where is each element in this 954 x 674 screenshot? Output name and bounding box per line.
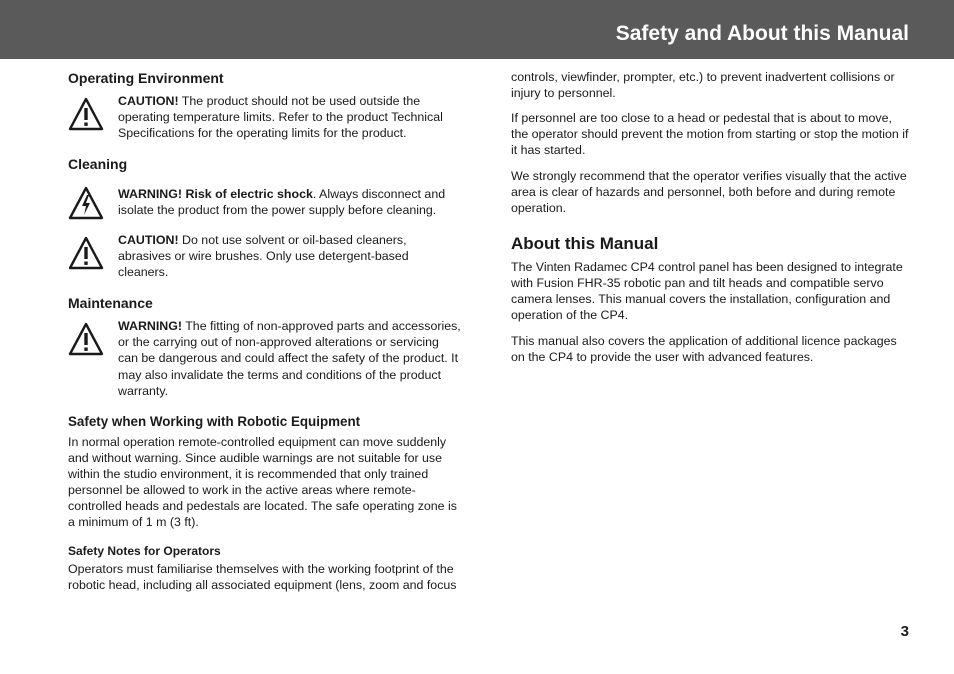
safety-notes-body: Operators must familiarise themselves with the working footprint of the robotic head, including all associated equipment (lens, zoom and focus: [68, 562, 457, 592]
warning-body: . Always disconnect and isolate the product from the power supply before cleaning.: [118, 187, 446, 217]
safety-notes-body-block: [68, 561, 464, 593]
right-para-3-block: [511, 168, 909, 216]
caution-label: CAUTION!: [118, 233, 179, 247]
robotic-safety-body-block: [68, 434, 464, 530]
caution-body: The product should not be used outside the operating temperature limits. Refer to the product Technical Specifications for the operating limits for the product.: [118, 94, 443, 140]
about-para-1: The Vinten Radamec CP4 control panel has been designed to integrate with Fusion FHR-35 robotic pan and tilt heads and compatible servo camera lenses. This manual covers the installation, configuration and operation of the CP4.: [511, 260, 903, 322]
caution-icon: [68, 97, 104, 131]
heading-about-manual: About this Manual: [511, 234, 659, 253]
about-para-2-block: [511, 333, 909, 365]
about-para-1-block: [511, 259, 909, 323]
right-para-3: We strongly recommend that the operator verifies visually that the active area is clear of hazards and personnel, both before and during remote operation.: [511, 169, 907, 215]
warning-body: The fitting of non-approved parts and accessories, or the carrying out of non-approved alterations or servicing can be dangerous and could affect the safety of the product. It may also invalidate the terms and conditions of the product warranty.: [118, 319, 461, 398]
page-title: Safety and About this Manual: [615, 22, 909, 45]
heading-maintenance: Maintenance: [68, 295, 153, 311]
right-para-2-block: [511, 110, 909, 158]
right-para-1-block: [511, 69, 909, 101]
caution-text: [118, 232, 462, 280]
heading-cleaning: Cleaning: [68, 156, 128, 172]
warning-text: [118, 186, 462, 218]
warning-label: WARNING! Risk of electric shock: [118, 187, 313, 201]
heading-robotic-safety: Safety when Working with Robotic Equipment: [68, 414, 361, 429]
warning-text: [118, 318, 462, 399]
caution-body: Do not use solvent or oil-based cleaners, abrasives or wire brushes. Only use detergent-based cleaners.: [118, 233, 409, 279]
caution-label: CAUTION!: [118, 94, 179, 108]
caution-text: [118, 93, 462, 141]
header-bar: [0, 0, 954, 59]
right-para-1: controls, viewfinder, prompter, etc.) to prevent inadvertent collisions or injury to personnel.: [511, 70, 895, 100]
warning-label: WARNING!: [118, 319, 183, 333]
electric-shock-icon: [68, 186, 104, 220]
right-para-2: If personnel are too close to a head or pedestal that is about to move, the operator should prevent the motion from starting or stop the motion if it has started.: [511, 111, 909, 157]
caution-icon: [68, 322, 104, 356]
robotic-safety-body: In normal operation remote-controlled equipment can move suddenly and without warning. Since audible warnings are not suitable for use within the studio environment, it is recommended that only trained personnel be allowed to work in the active areas where remote-controlled heads and pedestals are located. The safe operating zone is a minimum of 1 m (3 ft).: [68, 435, 457, 529]
page-number: 3: [900, 623, 909, 640]
caution-icon: [68, 236, 104, 270]
about-para-2: This manual also covers the application of additional licence packages on the CP4 to provide the user with advanced features.: [511, 334, 897, 364]
heading-operating-environment: Operating Environment: [68, 70, 224, 86]
heading-safety-notes: Safety Notes for Operators: [68, 544, 221, 558]
